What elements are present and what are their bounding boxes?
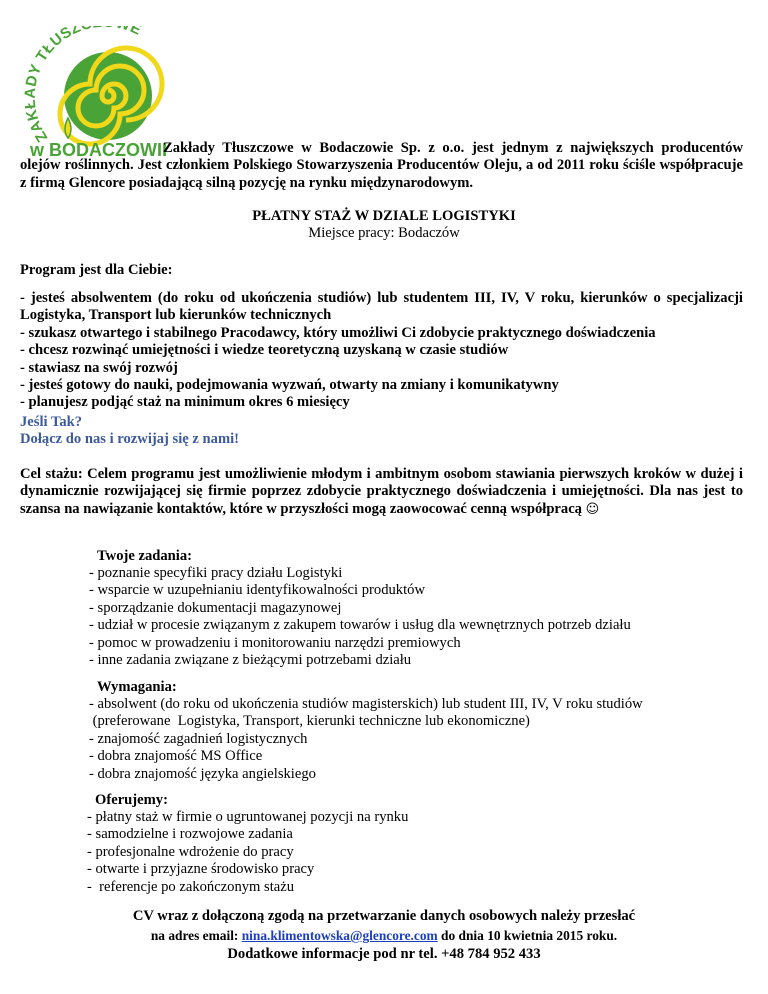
program-item: - jesteś gotowy do nauki, podejmowania wyzwań, otwarty na zmiany i komunikatywny [20, 377, 559, 394]
logo-text-bottom: w BODACZOWIE [30, 140, 166, 160]
program-item: - chcesz rozwinąć umiejętności i wiedze teoretyczną uzyskaną w czasie studiów [20, 342, 509, 359]
program-item: - szukasz otwartego i stabilnego Pracodawcy, który umożliwi Ci zdobycie praktycznego doświadczenia [20, 324, 656, 341]
offer-item: - płatny staż w firmie o ugruntowanej pozycji na rynku [87, 809, 409, 825]
footer-cv-instruction: CV wraz z dołączoną zgodą na przetwarzanie danych osobowych należy przesłać [132, 908, 636, 924]
program-list [20, 290, 743, 412]
cta-invite: Dołącz do nas i rozwijaj się z nami! [20, 431, 240, 448]
task-item: - poznanie specyfiki pracy działu Logistyki [89, 565, 343, 581]
footer-email-suffix: do dnia 10 kwietnia 2015 roku. [437, 928, 618, 943]
requirements-list [89, 696, 643, 783]
goal-text: Cel stażu: Celem programu jest umożliwienie młodym i ambitnym osobom stawiania pierwszych kroków w dużej i dynamicznie rozwijającej się firmie poprzez zdobycie praktycznego doświadczenia i umiejętności. Dla nas jest to szansa na nawiązanie kontaktów, które w przyszłości mogą zaowocować cenną współpracą [20, 466, 743, 517]
task-item: - wsparcie w uzupełnianiu identyfikowalności produktów [89, 582, 425, 599]
offer-item: - samodzielne i rozwojowe zadania [87, 826, 293, 843]
requirement-item: - znajomość zagadnień logistycznych [89, 730, 308, 747]
requirement-item: - absolwent (do roku od ukończenia studiów magisterskich) lub student III, IV, V roku studiów [89, 696, 643, 712]
requirement-item: (preferowane Logistyka, Transport, kierunki techniczne lub ekonomiczne) [89, 713, 530, 730]
footer-phone: Dodatkowe informacje pod nr tel. +48 784 952 433 [227, 946, 541, 962]
cta-block [20, 414, 239, 449]
offer-list [87, 809, 408, 896]
requirement-item: - dobra znajomość MS Office [89, 748, 263, 765]
intro-paragraph [20, 140, 743, 192]
offer-item: - profesjonalne wdrożenie do pracy [87, 843, 294, 860]
logo-text-top: ZAK DY TŁUSZ E [24, 26, 145, 146]
task-item: - inne zadania związane z bieżącymi potrzebami działu [89, 652, 412, 669]
smiley-icon: ☺ [585, 501, 600, 517]
requirement-item: - dobra znajomość języka angielskiego [89, 765, 316, 782]
offer-heading: Oferujemy: [95, 792, 168, 808]
task-item: - sporządzanie dokumentacji magazynowej [89, 599, 342, 616]
task-item: - pomoc w prowadzeniu i monitorowaniu narzędzi premiowych [89, 634, 461, 651]
footer-contact [0, 907, 768, 964]
offer-item: - referencje po zakończonym stażu [87, 878, 295, 895]
program-heading: Program jest dla Ciebie: [20, 262, 173, 278]
email-link[interactable]: nina.klimentowska@glencore.com [241, 928, 438, 943]
position-title: PŁATNY STAŻ W DZIALE LOGISTYKI [252, 208, 516, 224]
intro-company: Zakłady Tłuszczowe w Bodaczowie Sp. z o.o. jest jednym z największych [163, 140, 654, 156]
tasks-list [89, 565, 631, 669]
footer-email-prefix: na adres email: [150, 928, 242, 943]
footer-email-line [0, 926, 768, 945]
program-item: - jesteś absolwentem (do roku od ukończenia studiów) lub studentem III, IV, V roku, kierunków o specjalizacji Logistyka, Transport lub kierunków technicznych [20, 290, 743, 324]
goal-paragraph [20, 466, 743, 518]
offer-item: - otwarte i przyjazne środowisko pracy [87, 861, 315, 878]
tasks-heading: Twoje zadania: [97, 548, 192, 564]
program-item: - stawiasz na swój rozwój [20, 359, 178, 376]
program-item: - planujesz podjąć staż na minimum okres 6 miesięcy [20, 394, 350, 411]
intro-rest: producentów olejów roślinnych. Jest członkiem Polskiego Stowarzyszenia Producentów Oleju, a od 2011 roku ściśle współpracuje z firmą Glencore posiadającą silną pozycję na rynku międzynarodowym. [20, 140, 743, 191]
position-place: Miejsce pracy: Bodaczów [308, 225, 460, 241]
requirements-heading: Wymagania: [97, 679, 177, 695]
task-item: - udział w procesie związanym z zakupem towarów i usług dla wewnętrznych potrzeb działu [89, 617, 631, 634]
cta-question: Jeśli Tak? [20, 414, 83, 430]
